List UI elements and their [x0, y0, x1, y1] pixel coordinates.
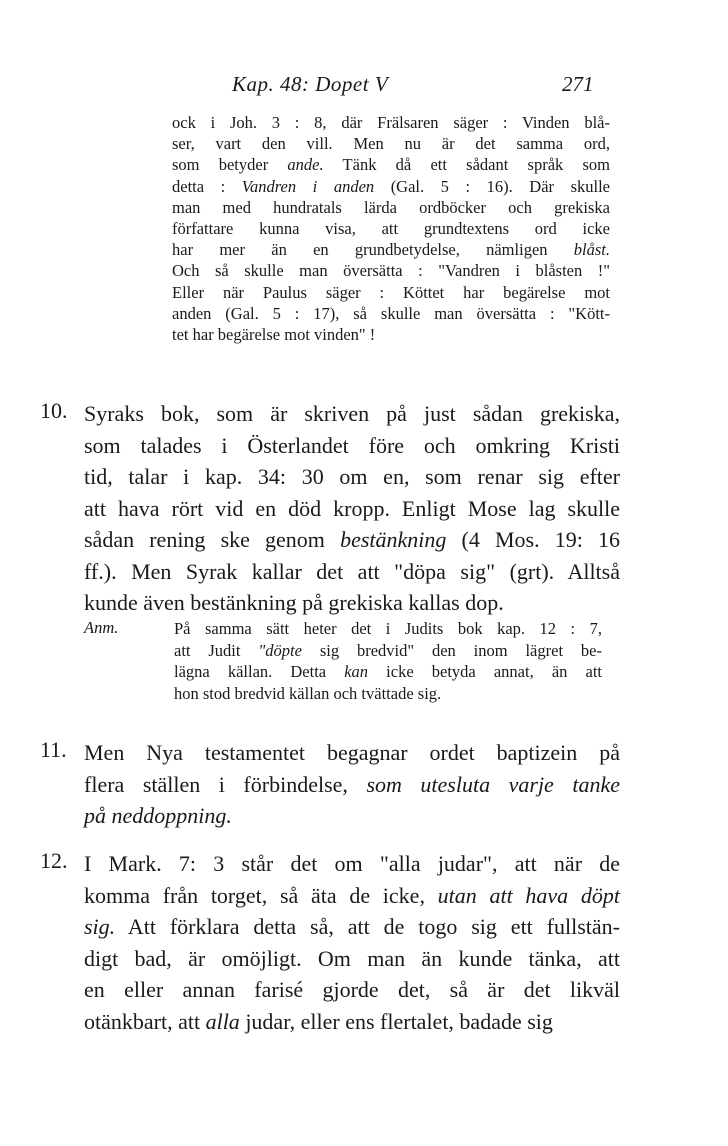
paragraph-line: att hava rört vid en död kropp. Enligt Mose lag skulle — [84, 495, 620, 521]
quote-line: ock i Joh. 3 : 8, där Frälsaren säger : Vinden blå- — [172, 113, 610, 132]
note-text: att Judit — [174, 640, 259, 660]
note-text: lägna källan. Detta — [174, 662, 345, 681]
quote-line: Och så skulle man översätta : "Vandren i blåsten !" — [172, 261, 610, 281]
emphasis-text: kan — [344, 662, 369, 681]
quote-line: ser, vart den vill. Men nu är det samma ord, — [172, 134, 610, 154]
paragraph-body — [84, 398, 620, 619]
paragraph-line: digt bad, är omöjligt. Om man än kunde tänka, att — [84, 945, 620, 971]
quote-line — [172, 239, 610, 260]
emphasis-text: "döpte — [258, 640, 302, 660]
paragraph-number: 10. — [40, 398, 68, 423]
emphasis-text: Vandren i anden — [241, 176, 375, 196]
emphasis-text: alla — [205, 1008, 240, 1034]
emphasis-text: ande. — [287, 155, 324, 175]
emphasis-text: på neddoppning. — [84, 803, 232, 828]
paragraph-number: 11. — [40, 737, 67, 762]
paragraph-text: sådan rening ske genom — [84, 527, 341, 552]
paragraph-line: som talades i Österlandet före och omkring Kristi — [84, 432, 620, 458]
paragraph-line: kunde även bestänkning på grekiska kallas dop. — [84, 590, 504, 615]
paragraph-text: otänkbart, att — [84, 1008, 206, 1034]
quote-text: har mer än en grundbetydelse, nämligen — [172, 240, 574, 260]
paragraph-line: Syraks bok, som är skriven på just sådan grekiska, — [84, 401, 620, 426]
quoted-passage — [172, 112, 610, 345]
paragraph-line — [84, 1006, 620, 1038]
quote-line — [172, 154, 610, 175]
page-header — [0, 72, 728, 102]
running-title: Kap. 48: Dopet V — [232, 72, 389, 96]
quote-text: Tänk då ett sådant språk som — [323, 155, 610, 175]
note-text: icke betyda annat, än att — [368, 662, 602, 681]
emphasis-text: utan att hava döpt — [437, 882, 620, 908]
paragraph-line — [84, 880, 620, 912]
paragraph-body — [84, 848, 620, 1037]
paragraph-line — [84, 800, 620, 832]
quote-text: som betyder — [172, 155, 288, 175]
note-text: sig bredvid" den inom lägret be- — [301, 640, 602, 660]
note-line: hon stod bredvid källan och tvättade sig. — [174, 683, 442, 703]
quote-text: (Gal. 5 : 16). Där skulle — [374, 176, 610, 196]
emphasis-text: bestänkning — [340, 527, 447, 552]
quote-line: Eller när Paulus säger : Köttet har begärelse mot — [172, 282, 610, 302]
quote-line: anden (Gal. 5 : 17), så skulle man översätta : "Kött- — [172, 303, 610, 323]
emphasis-text: blåst. — [573, 240, 610, 260]
emphasis-text: sig. — [84, 914, 116, 939]
note-body — [174, 618, 602, 704]
quote-line — [172, 176, 610, 197]
quote-text: detta : — [172, 176, 242, 196]
paragraph-line: en eller annan farisé gjorde det, så är det likväl — [84, 977, 620, 1002]
note-line — [174, 661, 602, 683]
paragraph-line — [84, 524, 620, 556]
quote-line: man med hundratals lärda ordböcker och grekiska — [172, 197, 610, 217]
paragraph-line — [84, 911, 620, 943]
note-label: Anm. — [84, 618, 119, 637]
paragraph-text: judar, eller ens flertalet, badade sig — [239, 1008, 553, 1034]
paragraph-line: tid, talar i kap. 34: 30 om en, som renar sig efter — [84, 464, 620, 489]
paragraph-text: flera ställen i förbindelse, — [84, 771, 367, 797]
paragraph-body — [84, 737, 620, 832]
paragraph-text: (4 Mos. 19: 16 — [446, 527, 621, 552]
paragraph-text: Att förklara detta så, att de togo sig ett fullstän- — [115, 914, 620, 939]
emphasis-text: som utesluta varje tanke — [366, 771, 620, 797]
paragraph-line — [84, 769, 620, 801]
paragraph-number: 12. — [40, 848, 68, 873]
quote-line: tet har begärelse mot vinden" ! — [172, 325, 376, 345]
page-number: 271 — [562, 72, 594, 96]
paragraph-line: I Mark. 7: 3 står det om "alla judar", att när de — [84, 851, 620, 876]
paragraph-line: Men Nya testamentet begagnar ordet baptizein på — [84, 740, 620, 765]
paragraph-line: ff.). Men Syrak kallar det att "döpa sig" (grt). Alltså — [84, 558, 620, 584]
note-line — [174, 640, 602, 662]
quote-line: författare kunna visa, att grundtextens ord icke — [172, 219, 610, 239]
paragraph-text: komma från torget, så äta de icke, — [84, 882, 438, 908]
note-line: På samma sätt heter det i Judits bok kap. 12 : 7, — [174, 619, 602, 638]
